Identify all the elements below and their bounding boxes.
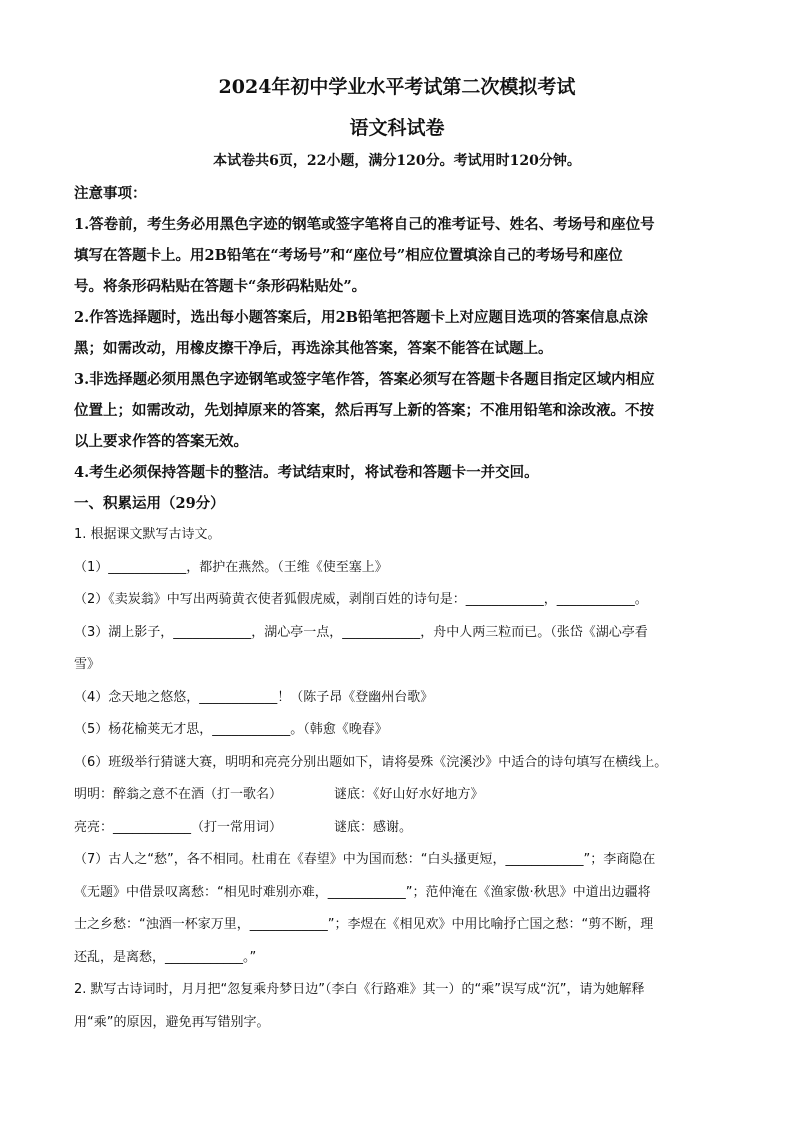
- question-line: 还乱，是离愁，____________。”: [74, 949, 257, 965]
- question-line: 2. 默写古诗词时，月月把“忽复乘舟梦日边”（李白《行路难》其一）的“乘”误写成“沉”，请为她解释: [74, 982, 645, 997]
- subject-title: 语文科试卷: [349, 117, 445, 139]
- question-line: （2）《卖炭翁》中写出两骑黄衣使者狐假虎威，剥削百姓的诗句是：____________，____________。: [74, 592, 648, 607]
- notice-line: 位置上；如需改动，先划掉原来的答案，然后再写上新的答案；不准用铅笔和涂改液。不按: [74, 402, 654, 419]
- notice-line: 号。将条形码粘贴在答题卡“条形码粘贴处”。: [74, 278, 367, 295]
- question-line: 1. 根据课文默写古诗文。: [74, 527, 221, 542]
- exam-title: 2024年初中学业水平考试第二次模拟考试: [218, 76, 576, 98]
- section-heading: 一、积累运用（29分）: [74, 495, 225, 512]
- exam-content: [74, 178, 726, 1039]
- riddle-liang: [74, 812, 726, 845]
- notice-line: 黑；如需改动，用橡皮擦干净后，再选涂其他答案，答案不能答在试题上。: [74, 340, 553, 357]
- notice-heading: 注意事项：: [74, 185, 147, 202]
- riddle-liang-question: 亮亮：____________（打一常用词）: [74, 819, 283, 835]
- question-line: （6）班级举行猜谜大赛，明明和亮亮分别出题如下，请将晏殊《浣溪沙》中适合的诗句填写在横线上。: [74, 754, 668, 770]
- question-line: （7）古人之“愁”，各不相同。杜甫在《春望》中为国而愁：“白头搔更短，____________”；李商隐在: [74, 852, 656, 867]
- notice-line: 填写在答题卡上。用2B铅笔在“考场号”和“座位号”相应位置填涂自己的考场号和座位: [74, 247, 623, 264]
- riddle-liang-answer: 谜底：感谢。: [334, 819, 413, 835]
- question-line: 《无题》中借景叹离愁：“相见时难别亦难，____________”；范仲淹在《渔家傲·秋思》中道出边疆将: [74, 884, 651, 900]
- riddle-ming-answer: 谜底：《好山好水好地方》: [334, 787, 484, 802]
- question-line: 雪》: [74, 657, 101, 672]
- riddle-ming: [74, 779, 726, 812]
- question-line: （4）念天地之悠悠，____________！（陈子昂《登幽州台歌》: [74, 689, 434, 705]
- question-line: （3）湖上影子，____________，湖心亭一点，____________，舟中人两三粒而已。（张岱《湖心亭看: [74, 624, 648, 640]
- notice-line: 3.非选择题必须用黑色字迹钢笔或签字笔作答，答案必须写在答题卡各题目指定区域内相应: [74, 371, 655, 388]
- question-line: （5）杨花榆荚无才思，____________。（韩愈《晚春》: [74, 722, 388, 737]
- question-line: 用“乘”的原因，避免再写错别字。: [74, 1014, 270, 1030]
- notice-line: 2.作答选择题时，选出每小题答案后，用2B铅笔把答题卡上对应题目选项的答案信息点涂: [74, 309, 648, 326]
- question-line: （1）____________，都护在燕然。（王维《使至塞上》: [74, 559, 388, 575]
- question-line: 士之乡愁：“浊酒一杯家万里，____________”；李煜在《相见欢》中用比喻抒亡国之愁：“剪不断，理: [74, 917, 654, 932]
- notice-line: 1.答卷前，考生务必用黑色字迹的钢笔或签字笔将自己的准考证号、姓名、考场号和座位号: [74, 216, 655, 233]
- riddle-ming-question: 明明：醉翁之意不在酒（打一歌名）: [74, 787, 283, 802]
- exam-info: 本试卷共6页，22小题，满分120分。考试用时120分钟。: [213, 153, 581, 169]
- notice-line: 4.考生必须保持答题卡的整洁。考试结束时，将试卷和答题卡一并交回。: [74, 464, 539, 481]
- notice-line: 以上要求作答的答案无效。: [74, 433, 248, 450]
